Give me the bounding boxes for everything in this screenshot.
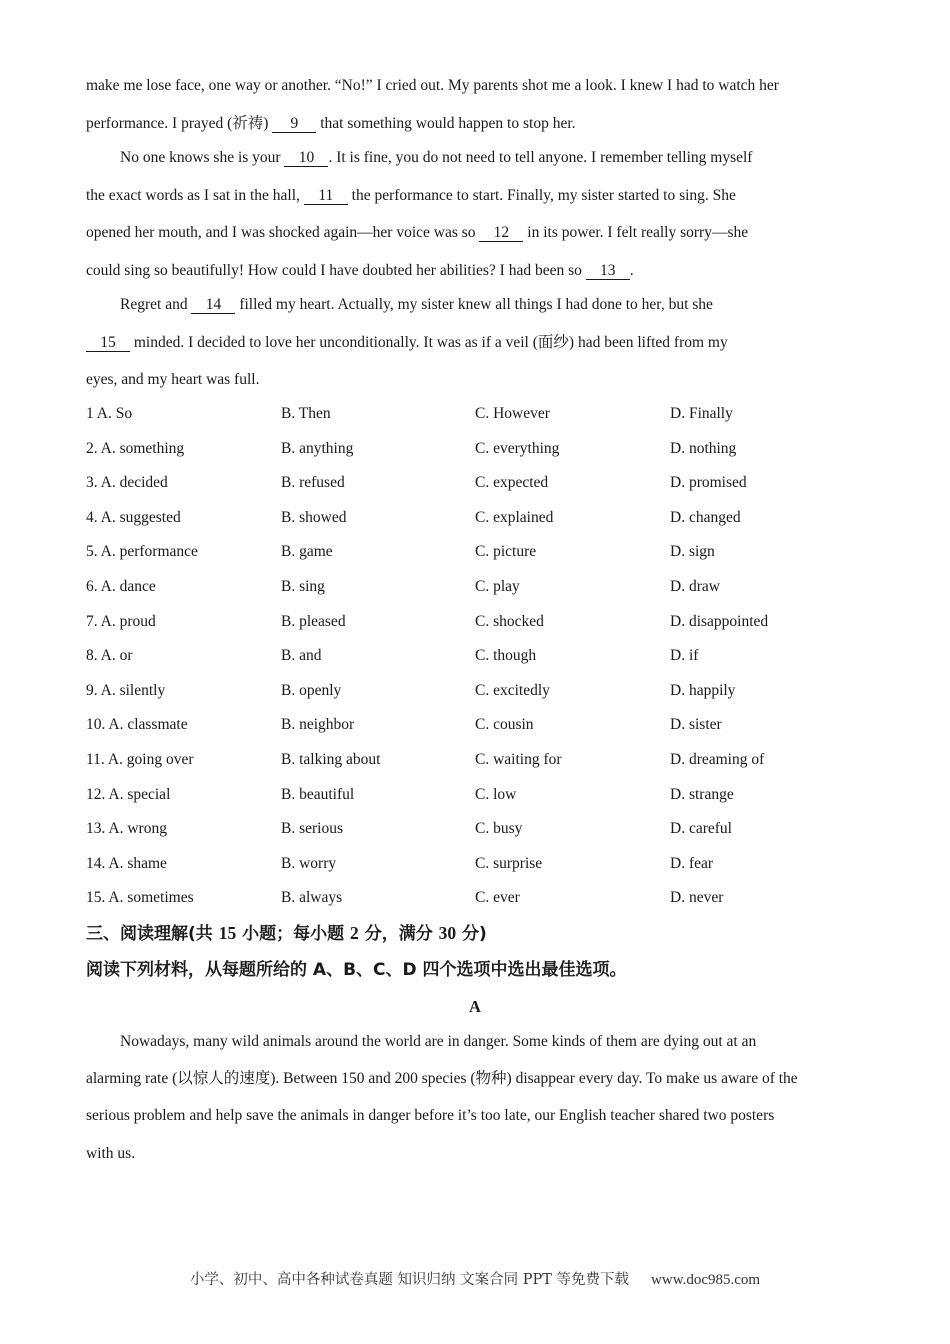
- option-a: 15. A. sometimes: [86, 889, 194, 906]
- option-c: C. though: [475, 647, 537, 664]
- passage-line: [120, 148, 752, 168]
- passage-line: [86, 186, 736, 206]
- passage-text: could sing so beautifully! How could I have doubted her abilities? I had been so: [86, 262, 586, 279]
- option-b: B. always: [281, 889, 343, 906]
- passage-text: filled my heart. Actually, my sister knew all things I had done to her, but she: [235, 296, 713, 313]
- option-b: B. sing: [281, 578, 325, 595]
- passage-text: performance. I prayed (祈祷): [86, 115, 273, 132]
- option-d: D. dreaming of: [670, 751, 765, 768]
- reading-line: alarming rate (以惊人的速度). Between 150 and 200 species (物种) disappear every day. To make us aware of the: [86, 1070, 798, 1087]
- passage-text: opened her mouth, and I was shocked again—her voice was so: [86, 224, 480, 241]
- passage-line: [86, 223, 748, 243]
- page-footer: [0, 1270, 950, 1290]
- option-a: 4. A. suggested: [86, 509, 181, 526]
- option-c: C. surprise: [475, 855, 543, 872]
- option-b: B. worry: [281, 855, 337, 872]
- option-b: B. Then: [281, 405, 331, 422]
- option-b: B. serious: [281, 820, 343, 837]
- option-b: B. and: [281, 647, 322, 664]
- passage-line: [86, 370, 259, 390]
- option-a: 10. A. classmate: [86, 716, 188, 733]
- passage-text: Regret and: [120, 296, 192, 313]
- option-d: D. careful: [670, 820, 732, 837]
- option-a: 13. A. wrong: [86, 820, 167, 837]
- option-a: 11. A. going over: [86, 751, 194, 768]
- blank-9: 9: [272, 115, 316, 133]
- option-a: 5. A. performance: [86, 543, 198, 560]
- blank-10: 10: [284, 149, 328, 167]
- option-d: D. fear: [670, 855, 714, 872]
- option-d: D. sister: [670, 716, 722, 733]
- blank-12: 12: [479, 224, 523, 242]
- passage-line: [120, 295, 713, 315]
- passage-text: .: [629, 262, 634, 279]
- footer-link[interactable]: www.doc985.com: [651, 1272, 761, 1288]
- option-d: D. sign: [670, 543, 715, 560]
- option-c: C. waiting for: [475, 751, 562, 768]
- passage-text: the performance to start. Finally, my sister started to sing. She: [347, 187, 736, 204]
- option-c: C. However: [475, 405, 550, 422]
- passage-text: in its power. I felt really sorry—she: [523, 224, 749, 241]
- section-title: 三、阅读理解(共 15 小题；每小题 2 分，满分 30 分): [86, 923, 487, 944]
- option-d: D. if: [670, 647, 699, 664]
- option-d: D. draw: [670, 578, 720, 595]
- option-a: 2. A. something: [86, 440, 185, 457]
- option-a: 3. A. decided: [86, 474, 168, 491]
- option-a: 14. A. shame: [86, 855, 167, 872]
- passage-text: eyes, and my heart was full.: [86, 371, 260, 388]
- passage-line: [86, 114, 576, 134]
- section-instruction: 阅读下列材料，从每题所给的 A、B、C、D 四个选项中选出最佳选项。: [86, 960, 627, 980]
- option-b: B. openly: [281, 682, 342, 699]
- passage-line: [86, 261, 634, 281]
- option-c: C. explained: [475, 509, 554, 526]
- passage-text: . It is fine, you do not need to tell anyone. I remember telling myself: [328, 149, 753, 166]
- passage-text: No one knows she is your: [120, 149, 285, 166]
- option-b: B. beautiful: [281, 786, 355, 803]
- reading-line: serious problem and help save the animals in danger before it’s too late, our English teacher shared two posters: [86, 1107, 775, 1124]
- passage-text: the exact words as I sat in the hall,: [86, 187, 304, 204]
- option-b: B. neighbor: [281, 716, 355, 733]
- option-d: D. changed: [670, 509, 741, 526]
- blank-14: 14: [191, 296, 235, 314]
- passage-text: make me lose face, one way or another. “No!” I cried out. My parents shot me a look. I knew I had to watch her: [86, 77, 779, 94]
- option-c: C. picture: [475, 543, 537, 560]
- option-a: 6. A. dance: [86, 578, 156, 595]
- reading-line: Nowadays, many wild animals around the world are in danger. Some kinds of them are dying out at an: [120, 1033, 757, 1050]
- option-c: C. shocked: [475, 613, 544, 630]
- part-label: A: [469, 997, 481, 1016]
- blank-15: 15: [86, 334, 130, 352]
- option-c: C. ever: [475, 889, 520, 906]
- option-d: D. Finally: [670, 405, 733, 422]
- option-a: 8. A. or: [86, 647, 133, 664]
- option-c: C. excitedly: [475, 682, 550, 699]
- passage-text: that something would happen to stop her.: [316, 115, 576, 132]
- footer-text: 小学、初中、高中各种试卷真题 知识归纳 文案合同 PPT 等免费下载: [189, 1272, 630, 1288]
- option-b: B. pleased: [281, 613, 346, 630]
- option-d: D. promised: [670, 474, 747, 491]
- option-a: 9. A. silently: [86, 682, 166, 699]
- option-d: D. never: [670, 889, 724, 906]
- passage-line: [86, 76, 779, 96]
- option-b: B. game: [281, 543, 333, 560]
- option-c: C. play: [475, 578, 520, 595]
- option-c: C. expected: [475, 474, 549, 491]
- option-d: D. nothing: [670, 440, 737, 457]
- option-c: C. everything: [475, 440, 560, 457]
- option-b: B. showed: [281, 509, 347, 526]
- option-c: C. cousin: [475, 716, 534, 733]
- passage-line: [86, 333, 728, 353]
- blank-13: 13: [586, 262, 630, 280]
- option-d: D. strange: [670, 786, 734, 803]
- option-a: 7. A. proud: [86, 613, 156, 630]
- option-c: C. busy: [475, 820, 523, 837]
- option-a: 1 A. So: [86, 405, 133, 422]
- option-b: B. anything: [281, 440, 354, 457]
- option-b: B. refused: [281, 474, 345, 491]
- option-b: B. talking about: [281, 751, 381, 768]
- option-a: 12. A. special: [86, 786, 171, 803]
- blank-11: 11: [304, 187, 348, 205]
- passage-text: minded. I decided to love her unconditionally. It was as if a veil (面纱) had been lifted from my: [130, 334, 728, 351]
- option-d: D. happily: [670, 682, 736, 699]
- reading-line: with us.: [86, 1145, 136, 1162]
- option-c: C. low: [475, 786, 517, 803]
- option-d: D. disappointed: [670, 613, 769, 630]
